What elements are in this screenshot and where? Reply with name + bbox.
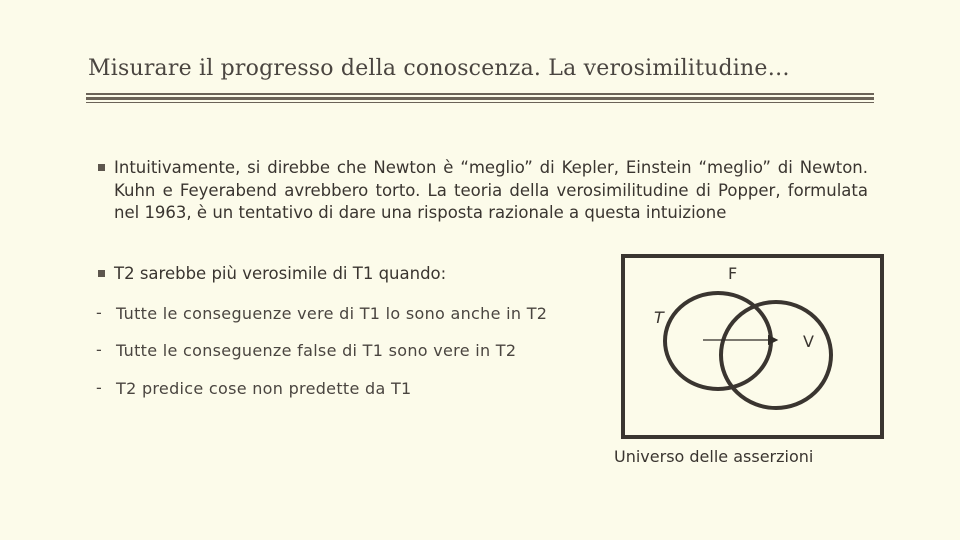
universe-caption: Universo delle asserzioni xyxy=(614,447,814,466)
condition-item-2: Tutte le conseguenze false di T1 sono vere in T2 xyxy=(116,341,517,360)
label-t: T xyxy=(654,308,664,327)
dash-marker: - xyxy=(96,378,102,397)
label-v: V xyxy=(803,332,814,351)
slide-title: Misurare il progresso della conoscenza. La verosimilitudine… xyxy=(88,56,790,81)
condition-item-3: T2 predice cose non predette da T1 xyxy=(116,379,412,398)
universe-box xyxy=(623,256,882,437)
label-f: F xyxy=(728,264,738,283)
set-v-circle xyxy=(721,302,831,408)
dash-marker: - xyxy=(96,340,102,359)
dash-marker: - xyxy=(96,303,102,322)
bullet-condition-heading: T2 sarebbe più verosimile di T1 quando: xyxy=(114,264,447,283)
bullet-intro-paragraph: Intuitivamente, si direbbe che Newton è “meglio” di Kepler, Einstein “meglio” di Newton. Kuhn e Feyerabend avrebbero torto. La teoria della verosimilitudine di Popper, formulata nel 1963, è un tentativo di dare una risposta razionale a questa intuizione xyxy=(114,158,868,222)
condition-item-1: Tutte le conseguenze vere di T1 lo sono anche in T2 xyxy=(116,304,548,323)
